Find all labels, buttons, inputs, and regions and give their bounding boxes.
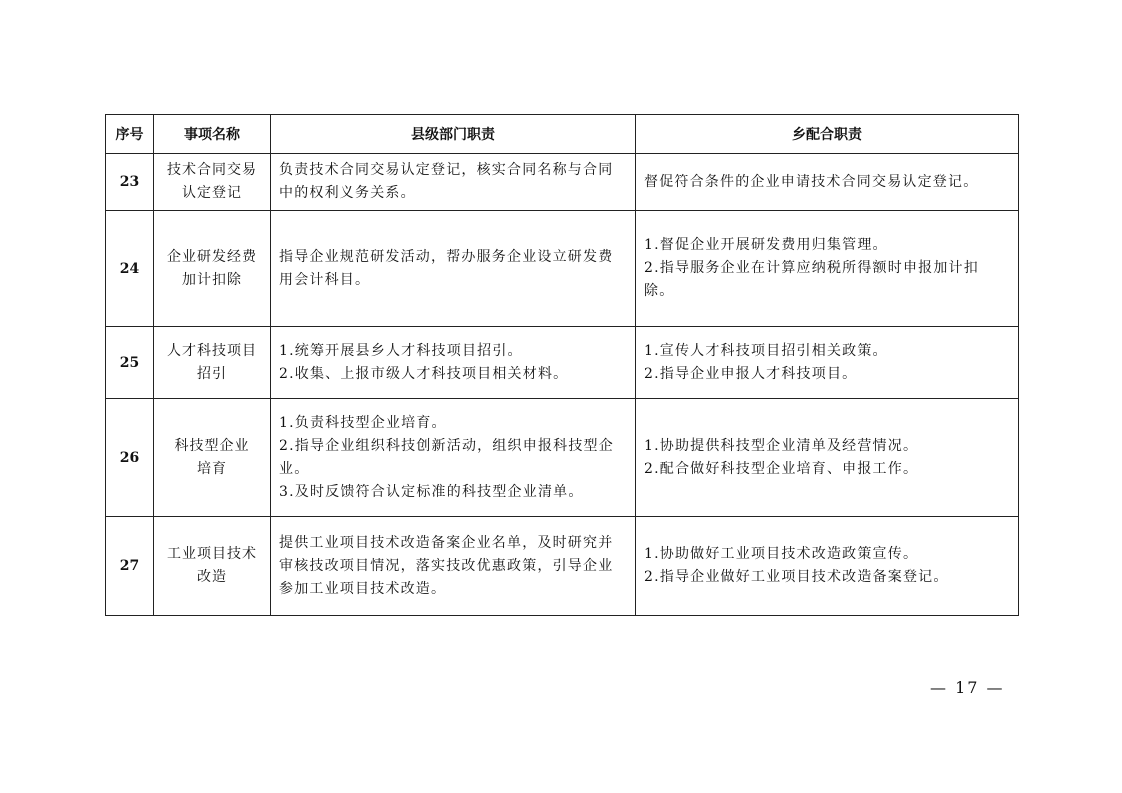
header-seq: 序号 [106,115,154,154]
county-duty-line: 2.收集、上报市级人才科技项目相关材料。 [279,365,569,382]
duty-table [105,114,1019,616]
town-duty [636,327,1019,399]
town-duty-line: 1.宣传人才科技项目招引相关政策。 [644,342,888,359]
county-duty [271,211,636,327]
town-duty [636,154,1019,211]
item-name-line: 企业研发经费 [167,248,257,265]
town-duty-line: 2.指导服务企业在计算应纳税所得额时申报加计扣 [644,260,979,276]
town-duty [636,399,1019,517]
item-name-line: 人才科技项目 [167,342,257,359]
town-duty-line: 2.指导企业做好工业项目技术改造备案登记。 [644,569,949,585]
county-duty-line: 业。 [279,460,310,477]
county-duty [271,517,636,616]
table-row [106,327,1019,399]
row-number: 23 [106,154,154,211]
town-duty-line: 2.配合做好科技型企业培育、申报工作。 [644,460,919,477]
county-duty-line: 3.及时反馈符合认定标准的科技型企业清单。 [279,483,584,500]
table-row [106,211,1019,327]
header-county-duty: 县级部门职责 [271,115,636,154]
town-duty-line: 2.指导企业申报人才科技项目。 [644,365,858,382]
county-duty-line: 1.统筹开展县乡人才科技项目招引。 [279,342,523,359]
county-duty [271,154,636,211]
item-name [154,211,271,327]
county-duty-line: 2.指导企业组织科技创新活动，组织申报科技型企 [279,437,614,454]
town-duty-line: 督促符合条件的企业申请技术合同交易认定登记。 [644,173,979,190]
county-duty [271,399,636,517]
table-header-row [106,115,1019,154]
county-duty-line: 1.负责科技型企业培育。 [279,414,447,431]
county-duty-line: 负责技术合同交易认定登记，核实合同名称与合同 [279,162,614,178]
item-name [154,154,271,211]
row-number: 26 [106,399,154,517]
row-number: 27 [106,517,154,616]
row-number: 24 [106,211,154,327]
item-name [154,327,271,399]
table-row [106,399,1019,517]
county-duty-line: 审核技改项目情况，落实技改优惠政策，引导企业 [279,557,614,574]
row-number: 25 [106,327,154,399]
town-duty [636,211,1019,327]
item-name-line: 改造 [197,569,227,585]
item-name-line: 技术合同交易 [167,162,257,178]
town-duty-line: 除。 [644,283,675,299]
county-duty [271,327,636,399]
page-number: — 17 — [930,678,1005,697]
item-name-line: 认定登记 [182,185,242,201]
item-name-line: 培育 [197,460,227,477]
item-name-line: 招引 [197,365,227,382]
county-duty-line: 参加工业项目技术改造。 [279,580,447,597]
item-name-line: 科技型企业 [174,437,250,454]
town-duty-line: 1.协助提供科技型企业清单及经营情况。 [644,437,919,454]
item-name-line: 工业项目技术 [167,546,257,562]
county-duty-line: 提供工业项目技术改造备案企业名单，及时研究并 [279,534,614,551]
item-name [154,517,271,616]
county-duty-line: 中的权利义务关系。 [279,185,416,201]
town-duty [636,517,1019,616]
town-duty-line: 1.督促企业开展研发费用归集管理。 [644,237,888,253]
county-duty-line: 指导企业规范研发活动，帮办服务企业设立研发费 [279,248,614,265]
county-duty-line: 用会计科目。 [279,271,371,288]
header-item-name: 事项名称 [154,115,271,154]
table-row [106,517,1019,616]
item-name [154,399,271,517]
town-duty-line: 1.协助做好工业项目技术改造政策宣传。 [644,546,919,562]
header-town-duty: 乡配合职责 [636,115,1019,154]
item-name-line: 加计扣除 [182,271,242,288]
table-row [106,154,1019,211]
